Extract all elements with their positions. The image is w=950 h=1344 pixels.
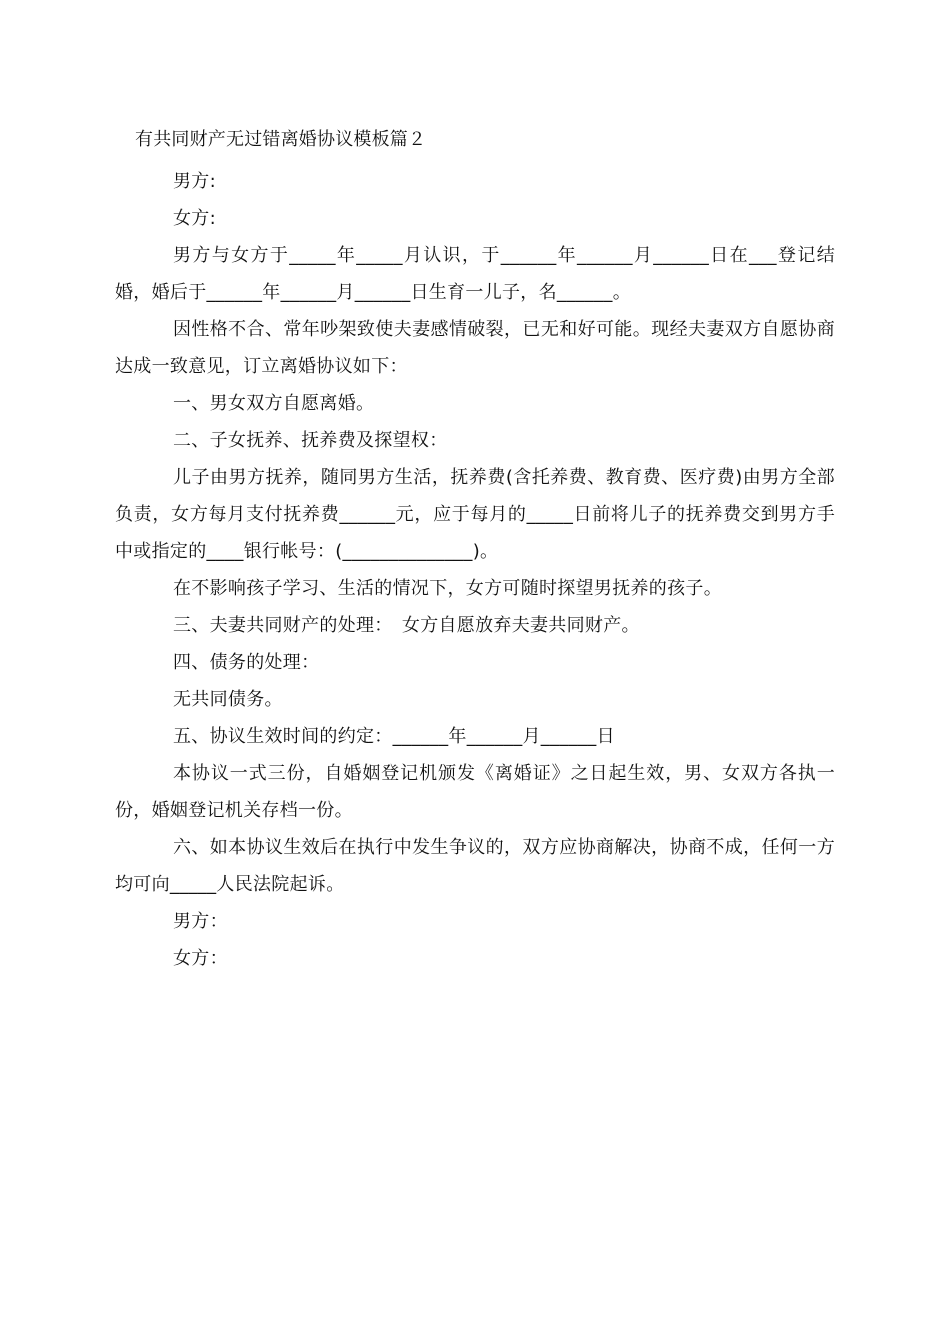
- document-title: 有共同财产无过错离婚协议模板篇２: [135, 129, 427, 150]
- paragraph-female-party: 女方:: [173, 208, 216, 229]
- clause-1-divorce: 一、男女双方自愿离婚。: [173, 393, 375, 414]
- clause-2-custody: 儿子由男方抚养，随同男方生活，抚养费(含托养费、教育费、医疗费)由男方全部负责，女方每月支付抚养费______元，应于每月的_____日前将儿子的抚养费交到男方手中或指定的____银行帐号：(______________)。: [115, 467, 835, 562]
- clause-2-heading: 二、子女抚养、抚养费及探望权：: [173, 430, 448, 451]
- clause-3-property: 三、夫妻共同财产的处理： 女方自愿放弃夫妻共同财产。: [173, 615, 640, 636]
- clause-5-copies: 本协议一式三份，自婚姻登记机颁发《离婚证》之日起生效，男、女双方各执一份，婚姻登记机关存档一份。: [115, 763, 835, 821]
- clause-6-dispute: 六、如本协议生效后在执行中发生争议的，双方应协商解决，协商不成，任何一方均可向_____人民法院起诉。: [115, 837, 835, 895]
- clause-4-heading: 四、债务的处理：: [173, 652, 320, 673]
- clause-2-visitation: 在不影响孩子学习、生活的情况下，女方可随时探望男抚养的孩子。: [173, 578, 722, 599]
- document-body: [115, 163, 835, 977]
- clause-5-effective-date: 五、协议生效时间的约定：______年______月______日: [173, 726, 615, 747]
- paragraph-reason: 因性格不合、常年吵架致使夫妻感情破裂，已无和好可能。现经夫妻双方自愿协商达成一致意见，订立离婚协议如下：: [115, 319, 835, 377]
- clause-4-debt: 无共同债务。: [173, 689, 283, 710]
- paragraph-male-party: 男方:: [173, 171, 216, 192]
- signature-male: 男方：: [173, 911, 228, 932]
- paragraph-marriage-info: 男方与女方于_____年_____月认识，于______年______月______日在___登记结婚，婚后于______年______月______日生育一儿子，名______。: [115, 245, 835, 303]
- signature-female: 女方：: [173, 948, 228, 969]
